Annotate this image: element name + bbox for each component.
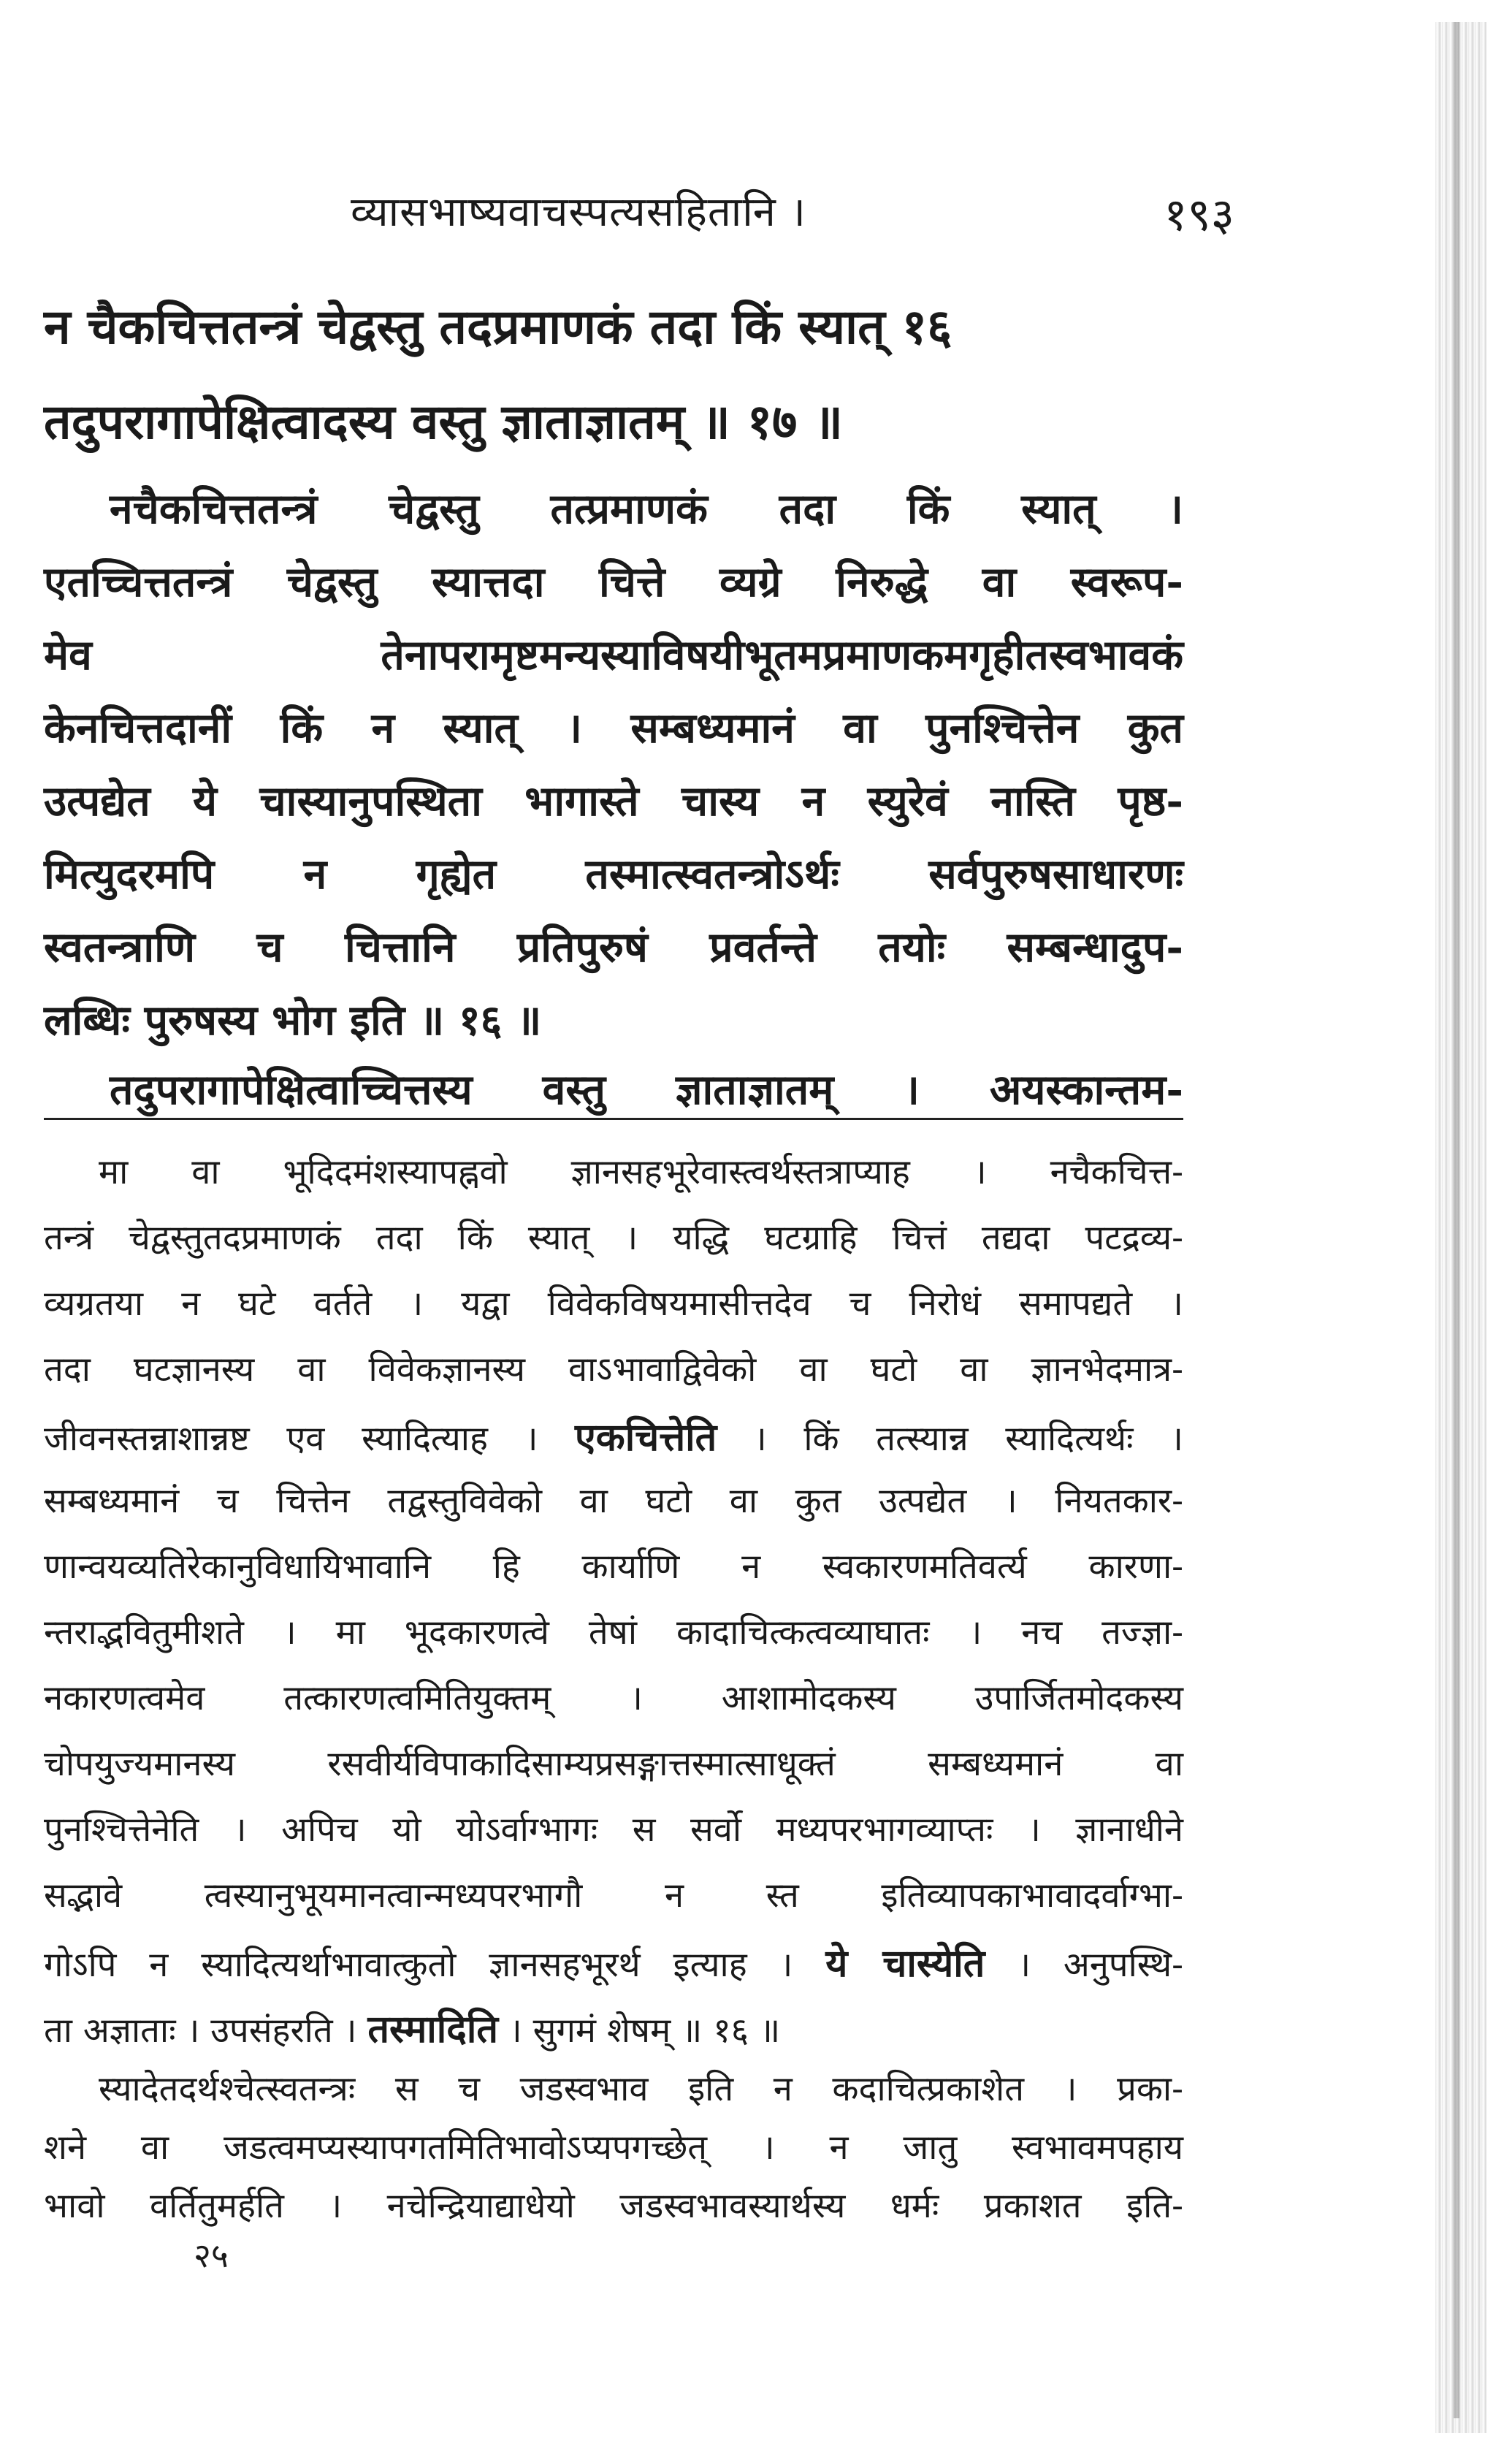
tika-text: । अनुपस्थि- <box>1017 1945 1184 1985</box>
tika-line: न्तराद्भवितुमीशते । मा भूदकारणत्वे तेषां कादाचित्कत्वव्याघातः । नच तज्ज्ञा- <box>44 1612 1183 1653</box>
separator-rule <box>44 1118 1183 1120</box>
bhashya-line: लब्धिः पुरुषस्य भोग इति ॥ १६ ॥ <box>44 996 542 1045</box>
scan-edge-line <box>1454 22 1459 2418</box>
tika-line: सम्बध्यमानं च चित्तेन तद्वस्तुविवेको वा घटो वा कुत उत्पद्येत । नियतकार- <box>44 1481 1183 1521</box>
tika-line <box>44 1936 1183 1988</box>
signature-mark: २५ <box>194 2236 229 2275</box>
tika-line <box>44 1410 1183 1462</box>
bhashya-line: मित्युदरमपि न गृह्येत तस्मात्स्वतन्त्रोऽर्थः सर्वपुरुषसाधारणः <box>44 850 1183 899</box>
tika-line: तन्त्रं चेद्वस्तुतदप्रमाणकं तदा किं स्यात् । यद्धि घटग्राहि चित्तं तद्यदा पटद्रव्य- <box>44 1218 1183 1258</box>
bhashya-line: नचैकचित्ततन्त्रं चेद्वस्तु तत्प्रमाणकं तदा किं स्यात् । <box>110 484 1183 533</box>
bhashya-line: तदुपरागापेक्षित्वाच्चित्तस्य वस्तु ज्ञाताज्ञातम् । अयस्कान्तम- <box>110 1065 1183 1114</box>
bhashya-line: एतच्चित्ततन्त्रं चेद्वस्तु स्यात्तदा चित्ते व्यग्रे निरुद्धे वा स्वरूप- <box>44 557 1183 606</box>
tika-line: भावो वर्तितुमर्हति । नचेन्द्रियाद्याधेयो जडस्वभावस्यार्थस्य धर्मः प्रकाशत इति- <box>44 2186 1183 2226</box>
tika-line: चोपयुज्यमानस्य रसवीर्यविपाकादिसाम्यप्रसङ्गात्तस्मात्साधूक्तं सम्बध्यमानं वा <box>44 1744 1183 1784</box>
tika-line: व्यग्रतया न घटे वर्तते । यद्वा विवेकविषयमासीत्तदेव च निरोधं समापद्यते । <box>44 1284 1183 1324</box>
tika-text: ता अज्ञाताः । उपसंहरति । <box>44 2011 357 2051</box>
tika-line: णान्वयव्यतिरेकानुविधायिभावानि हि कार्याणि न स्वकारणमतिवर्त्य कारणा- <box>44 1547 1183 1587</box>
tika-text: । किं तत्स्यान्न स्यादित्यर्थः । <box>753 1419 1183 1459</box>
tika-line: नकारणत्वमेव तत्कारणत्वमितियुक्तम् । आशामोदकस्य उपार्जितमोदकस्य <box>44 1678 1183 1718</box>
pratika-quote: एकचित्तेति <box>575 1415 717 1460</box>
tika-line: मा वा भूदिदमंशस्यापह्नवो ज्ञानसहभूरेवास्त्वर्थस्तत्राप्याह । नचैकचित्त- <box>99 1152 1183 1192</box>
tika-line: स्यादेतदर्थश्चेत्स्वतन्त्रः स च जडस्वभाव इति न कदाचित्प्रकाशेत । प्रका- <box>99 2069 1183 2109</box>
tika-text: जीवनस्तन्नाशान्नष्ट एव स्यादित्याह । <box>44 1419 538 1459</box>
sutra-line: तदुपरागापेक्षित्वादस्य वस्तु ज्ञाताज्ञातम् ॥ १७ ॥ <box>44 394 843 450</box>
running-title: व्यासभाष्यवाचस्पत्यसहितानि । <box>351 188 806 236</box>
tika-line: पुनश्चित्तेनेति । अपिच यो योऽर्वाग्भागः स सर्वो मध्यपरभागव्याप्तः । ज्ञानाधीने <box>44 1810 1183 1850</box>
bhashya-line: स्वतन्त्राणि च चित्तानि प्रतिपुरुषं प्रवर्तन्ते तयोः सम्बन्धादुप- <box>44 923 1183 972</box>
tika-line: तदा घटज्ञानस्य वा विवेकज्ञानस्य वाऽभावाद्विवेको वा घटो वा ज्ञानभेदमात्र- <box>44 1349 1183 1390</box>
bhashya-line: उत्पद्येत ये चास्यानुपस्थिता भागास्ते चास्य न स्युरेवं नास्ति पृष्ठ- <box>44 777 1183 826</box>
tika-line <box>44 2002 1183 2054</box>
tika-text: । सुगमं शेषम् ॥ १६ ॥ <box>508 2011 781 2051</box>
tika-line: सद्भावे त्वस्यानुभूयमानत्वान्मध्यपरभागौ न स्त इतिव्यापकाभावादर्वाग्भा- <box>44 1875 1183 1916</box>
pratika-quote: तस्मादिति <box>367 2007 498 2052</box>
bhashya-line: केनचित्तदानीं किं न स्यात् । सम्बध्यमानं वा पुनश्चित्तेन कुत <box>44 704 1183 753</box>
tika-text: गोऽपि न स्यादित्यर्थाभावात्कुतो ज्ञानसहभूरर्थ इत्याह । <box>44 1945 793 1985</box>
sutra-line: न चैकचित्ततन्त्रं चेद्वस्तु तदप्रमाणकं तदा किं स्यात् १६ <box>44 299 952 355</box>
pratika-quote: ये चास्येति <box>825 1941 985 1986</box>
bhashya-line: मेव तेनापरामृष्टमन्यस्याविषयीभूतमप्रमाणकमगृहीतस्वभावकं <box>44 631 1183 679</box>
page-number: १९३ <box>1164 188 1234 241</box>
scan-edge-shadow <box>1435 22 1486 2433</box>
tika-line: शने वा जडत्वमप्यस्यापगतमितिभावोऽप्यपगच्छेत् । न जातु स्वभावमपहाय <box>44 2127 1183 2168</box>
